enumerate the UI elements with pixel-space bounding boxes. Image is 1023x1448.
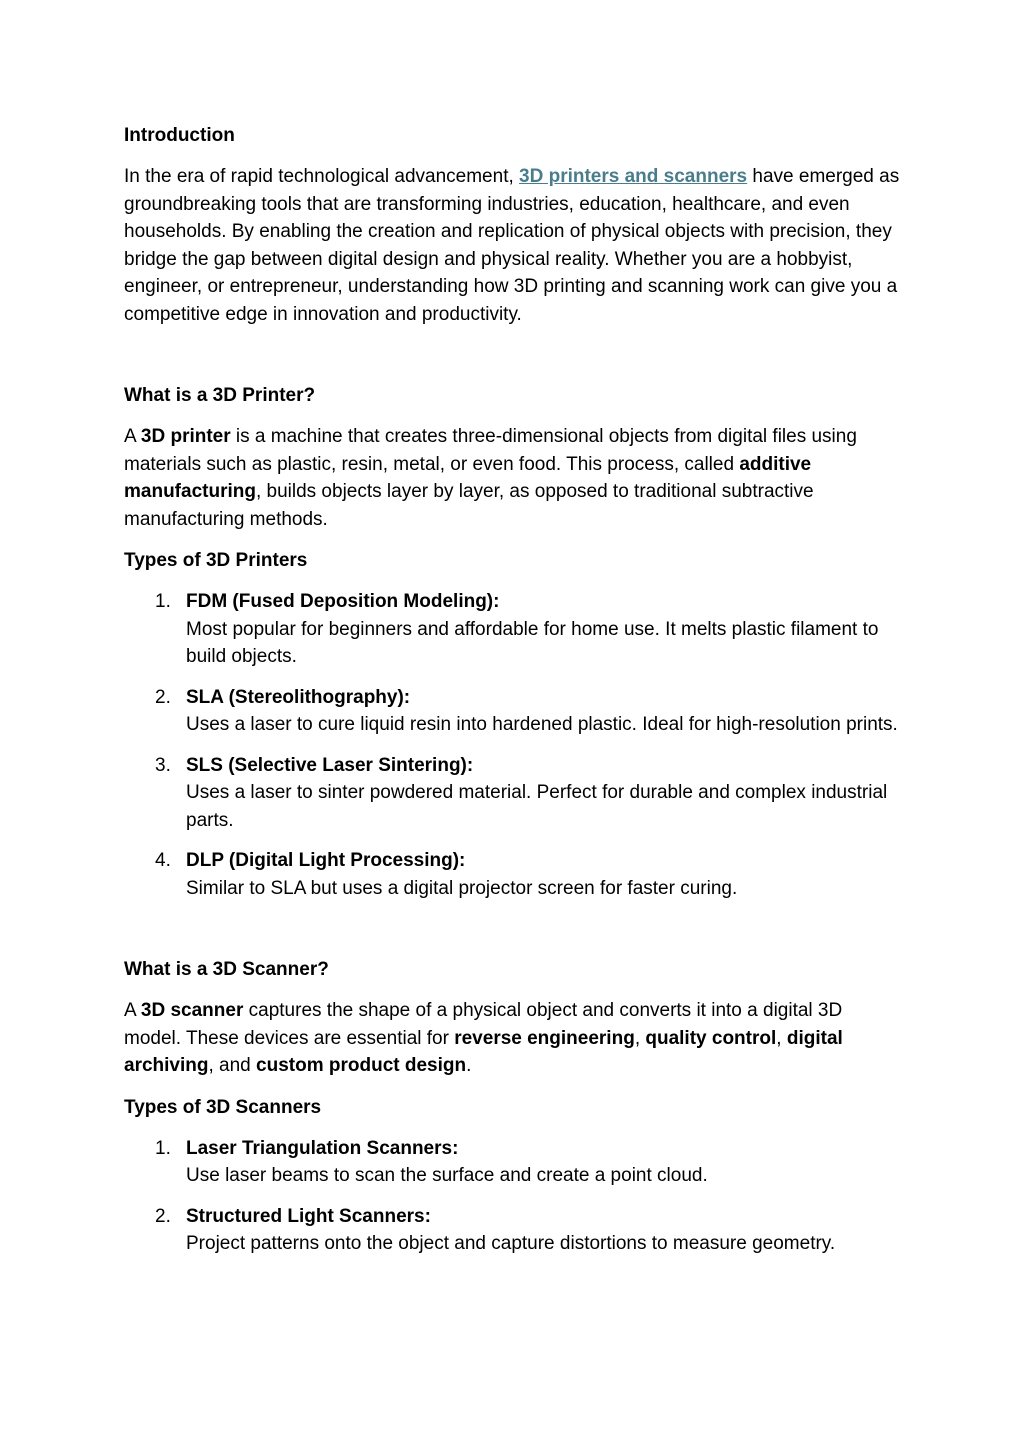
list-item-description: Most popular for beginners and affordable for home use. It melts plastic filament to build objects. — [186, 618, 879, 667]
printer-term-additive-manufacturing: additive manufacturing — [124, 453, 812, 502]
printer-heading: What is a 3D Printer? — [124, 385, 316, 406]
scanner-types-heading: Types of 3D Scanners — [124, 1096, 322, 1118]
printer-text: A — [124, 426, 141, 447]
intro-paragraph — [124, 163, 904, 328]
list-item — [124, 847, 904, 902]
list-item-title: SLS (Selective Laser Sintering): — [186, 754, 474, 776]
list-item — [124, 1203, 904, 1258]
printer-paragraph — [124, 423, 904, 533]
list-item-description: Uses a laser to cure liquid resin into hardened plastic. Ideal for high-resolution prints. — [186, 714, 898, 735]
list-item-description: Use laser beams to scan the surface and create a point cloud. — [186, 1165, 708, 1186]
scanner-term-digital-archiving: digital archiving — [124, 1027, 843, 1076]
scanner-text: captures the shape of a physical object and converts it into a digital 3D model. These devices are essential for — [124, 1000, 843, 1049]
list-item-title: Laser Triangulation Scanners: — [186, 1137, 459, 1159]
scanner-term-quality-control: quality control — [645, 1027, 777, 1049]
list-number: 1. — [155, 1137, 171, 1159]
list-item-title: Structured Light Scanners: — [186, 1205, 431, 1227]
printer-text: , builds objects layer by layer, as opposed to traditional subtractive manufacturing methods. — [124, 481, 814, 530]
list-number: 1. — [155, 591, 171, 612]
scanner-term-3d-scanner: 3D scanner — [140, 1000, 244, 1021]
intro-text-end: have emerged as groundbreaking tools that are transforming industries, education, healthcare, and even households. By enabling the creation and replication of physical objects with precision, they bridge the gap between digital design and physical reality. Whether you are a hobbyist, engineer, or entrepreneur, understanding how 3D printing and scanning work can give you a competitive edge in innovation and productivity. — [124, 166, 900, 325]
scanner-term-reverse-engineering: reverse engineering — [454, 1027, 635, 1049]
printer-text: is a machine that creates three-dimensional objects from digital files using materials such as plastic, resin, metal, or even food. This process, called — [124, 426, 857, 475]
scanner-term-custom-product-design: custom product design — [256, 1055, 467, 1076]
scanner-text: . — [466, 1055, 472, 1076]
section-spacer — [124, 916, 904, 956]
printer-types-list — [124, 588, 904, 902]
list-item — [124, 588, 904, 671]
list-number: 2. — [155, 1205, 171, 1227]
scanner-text: A — [124, 1000, 141, 1021]
section-spacer — [124, 342, 904, 382]
scanner-text: , — [776, 1027, 787, 1049]
list-item — [124, 684, 904, 739]
list-item-title: SLA (Stereolithography): — [186, 686, 411, 708]
printer-types-heading: Types of 3D Printers — [124, 550, 308, 571]
scanner-heading: What is a 3D Scanner? — [124, 959, 329, 980]
list-number: 4. — [155, 850, 171, 871]
scanner-types-list — [124, 1135, 904, 1258]
list-item-title: FDM (Fused Deposition Modeling): — [186, 591, 500, 612]
printer-term-3d-printer: 3D printer — [140, 426, 231, 447]
intro-text-start: In the era of rapid technological advancement, — [124, 166, 520, 187]
list-item-description: Uses a laser to sinter powdered material. Perfect for durable and complex industrial parts. — [186, 782, 888, 831]
list-item-description: Similar to SLA but uses a digital projector screen for faster curing. — [186, 877, 738, 899]
list-item-description: Project patterns onto the object and capture distortions to measure geometry. — [186, 1233, 836, 1254]
scanner-text: , — [634, 1027, 646, 1049]
list-item-title: DLP (Digital Light Processing): — [186, 850, 466, 871]
list-item — [124, 1135, 904, 1190]
list-item — [124, 752, 904, 835]
intro-heading: Introduction — [124, 125, 235, 146]
scanner-paragraph — [124, 997, 904, 1080]
list-number: 2. — [155, 686, 171, 708]
scanner-text: , and — [208, 1055, 257, 1076]
list-number: 3. — [155, 754, 171, 776]
printers-scanners-link[interactable]: 3D printers and scanners — [519, 166, 748, 187]
document-page — [124, 122, 904, 1272]
